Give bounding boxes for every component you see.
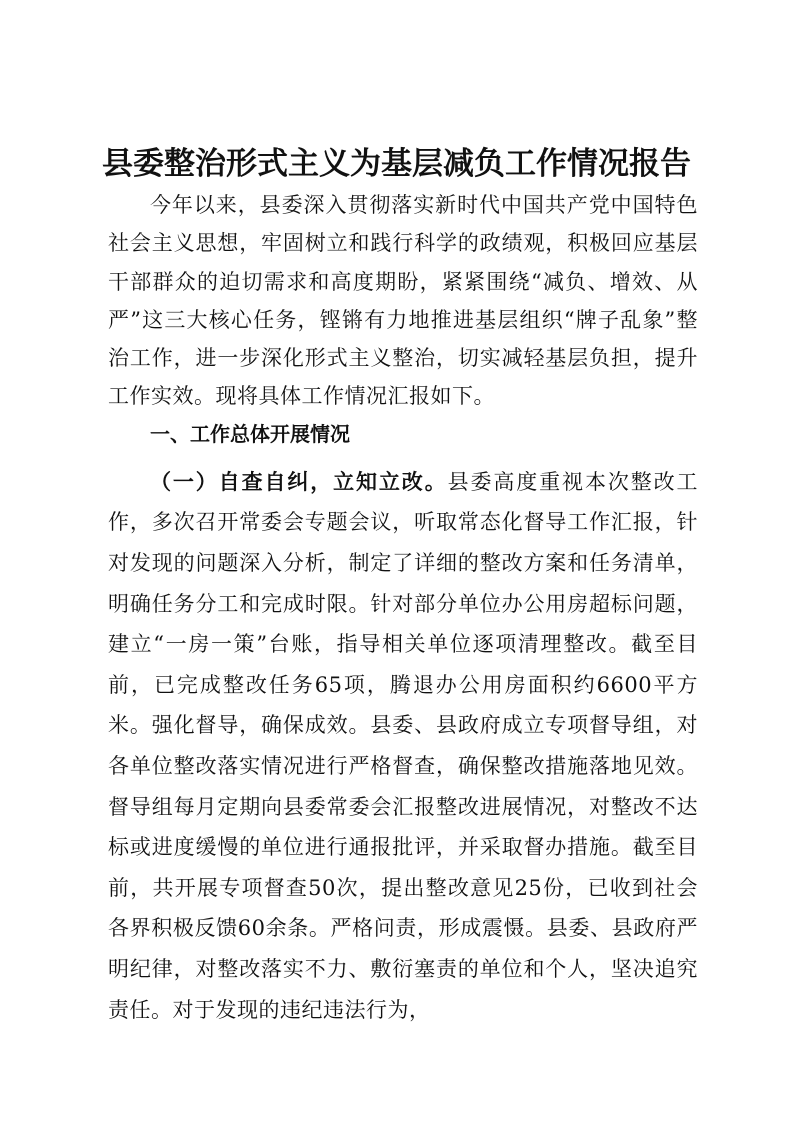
document-title: 县委整治形式主义为基层减负工作情况报告 — [102, 146, 691, 182]
subsection-body: 县委高度重视本次整改工作，多次召开常委会专题会议，听取常态化督导工作汇报，针对发现的问题深入分析，制定了详细的整改方案和任务清单，明确任务分工和完成时限。针对部分单位办公用房超标问题，建立“一房一策”台账，指导相关单位逐项清理整改。截至目前，已完成整改任务65项，腾退办公用房面积约6600平方米。强化督导，确保成效。县委、县政府成立专项督导组，对各单位整改落实情况进行严格督查，确保整改措施落地见效。督导组每月定期向县委常委会汇报整改进展情况，对整改不达标或进度缓慢的单位进行通报批评，并采取督办措施。截至目前，共开展专项督查50次，提出整改意见25份，已收到社会各界积极反馈60余条。严格问责，形成震慑。县委、县政府严明纪律，对整改落实不力、敷衍塞责的单位和个人，坚决追究责任。对于发现的违纪违法行为， — [108, 469, 699, 1022]
intro-paragraph: 今年以来，县委深入贯彻落实新时代中国共产党中国特色社会主义思想，牢固树立和践行科学的政绩观，积极回应基层干部群众的迫切需求和高度期盼，紧紧围绕“减负、增效、从严”这三大核心任务，铿锵有力地推进基层组织“牌子乱象”整治工作，进一步深化形式主义整治，切实减轻基层负担，提升工作实效。现将具体工作情况汇报如下。 — [108, 193, 698, 409]
document-body — [108, 186, 698, 1030]
section-heading: 一、工作总体开展情况 — [150, 421, 350, 446]
subsection-heading: （一）自查自纠，立知立改。 — [150, 469, 448, 494]
subsection-paragraph — [108, 462, 698, 1030]
